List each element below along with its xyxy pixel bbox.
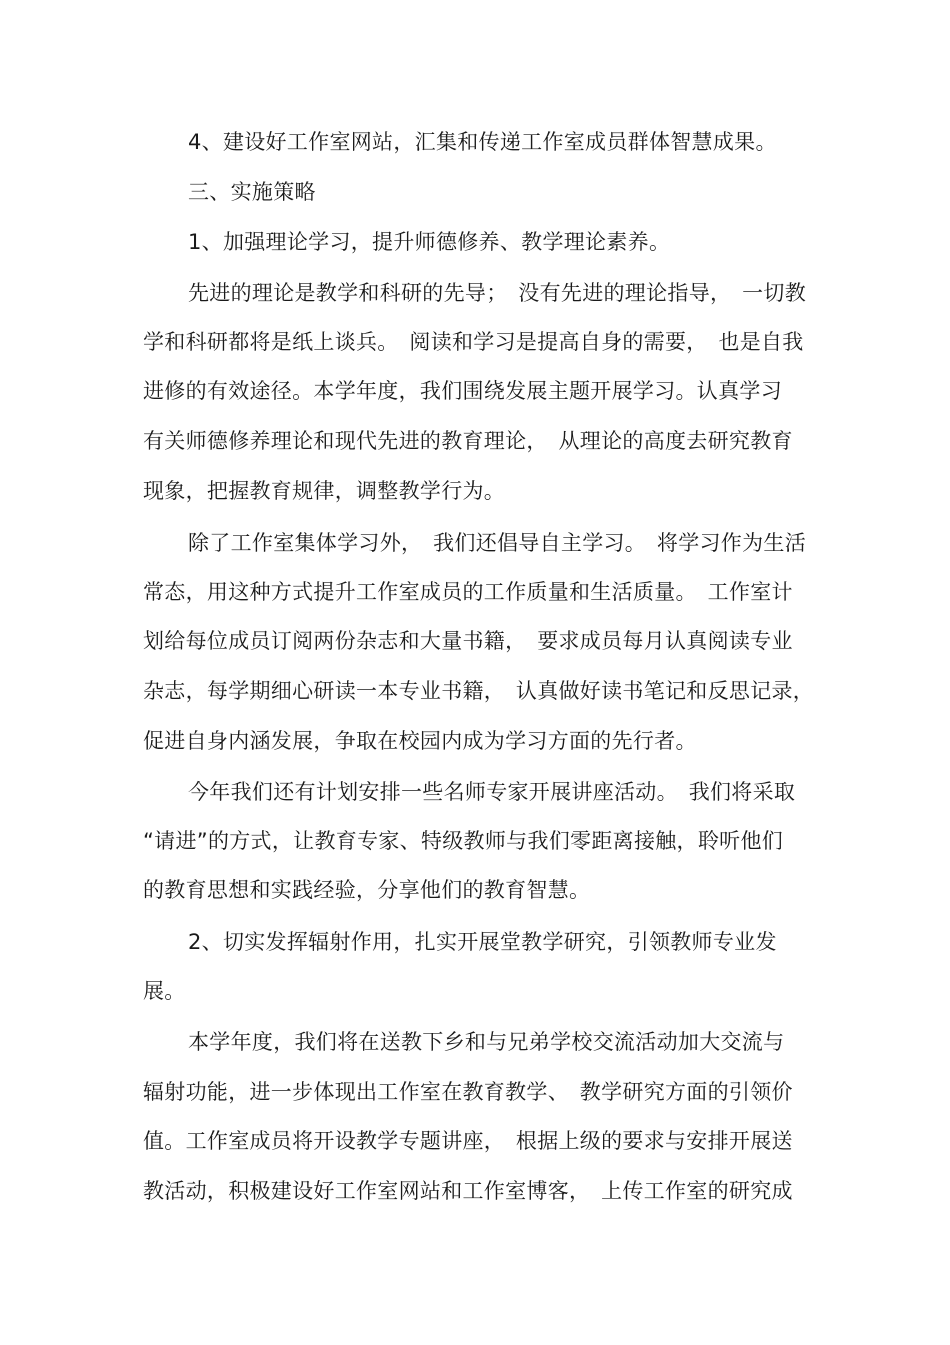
text-line-9: 除了工作室集体学习外， 我们还倡导自主学习。 将学习作为生活 [188,531,806,555]
text-line-7: 有关师德修养理论和现代先进的教育理论， 从理论的高度去研究教育 [143,429,793,453]
text-line-16: 的教育思想和实践经验，分享他们的教育智慧。 [143,878,591,902]
text-line-22: 教活动，积极建设好工作室网站和工作室博客， 上传工作室的研究成 [143,1179,793,1203]
text-line-21: 值。工作室成员将开设教学专题讲座， 根据上级的要求与安排开展送 [143,1129,793,1153]
text-line-6: 进修的有效途径。本学年度，我们围绕发展主题开展学习。认真学习 [143,379,782,403]
text-line-18: 展。 [143,979,186,1003]
text-line-15: “请进”的方式，让教育专家、特级教师与我们零距离接触，聆听他们 [143,829,784,853]
text-line-11: 划给每位成员订阅两份杂志和大量书籍， 要求成员每月认真阅读专业 [143,629,793,653]
subheading-theory-study: 1、加强理论学习，提升师德修养、教学理论素养。 [188,230,671,254]
section-heading-strategy: 三、实施策略 [188,180,316,204]
subheading-radiation: 2、切实发挥辐射作用，扎实开展堂教学研究，引领教师专业发 [188,930,777,954]
text-line-5: 学和科研都将是纸上谈兵。 阅读和学习是提高自身的需要， 也是自我 [143,330,804,354]
text-line-4: 先进的理论是教学和科研的先导； 没有先进的理论指导， 一切教 [188,281,806,305]
text-line-14: 今年我们还有计划安排一些名师专家开展讲座活动。 我们将采取 [188,780,796,804]
text-line-1: 4、建设好工作室网站，汇集和传递工作室成员群体智慧成果。 [188,130,777,154]
text-line-12: 杂志，每学期细心研读一本专业书籍， 认真做好读书笔记和反思记录， [143,679,815,703]
text-line-20: 辐射功能，进一步体现出工作室在教育教学、 教学研究方面的引领价 [143,1080,793,1104]
text-line-19: 本学年度，我们将在送教下乡和与兄弟学校交流活动加大交流与 [188,1030,785,1054]
text-line-10: 常态，用这种方式提升工作室成员的工作质量和生活质量。 工作室计 [143,580,793,604]
text-line-8: 现象，把握教育规律，调整教学行为。 [143,479,506,503]
text-line-13: 促进自身内涵发展，争取在校园内成为学习方面的先行者。 [143,729,697,753]
